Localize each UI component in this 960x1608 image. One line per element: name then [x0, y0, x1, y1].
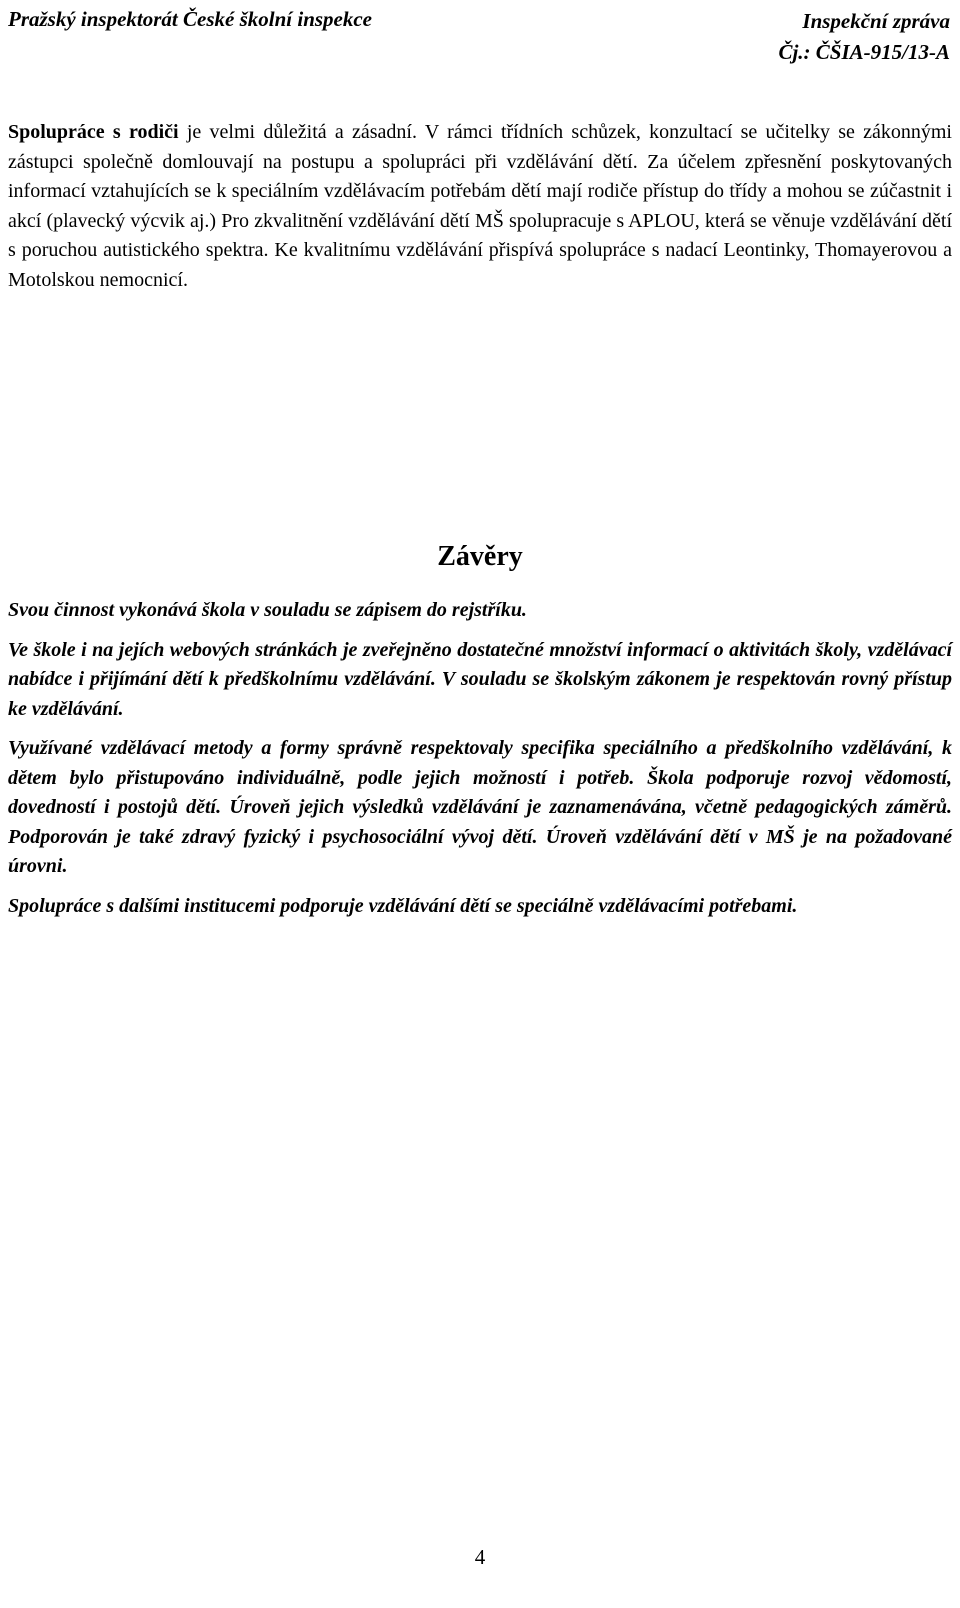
header-inspectorate-name: Pražský inspektorát České školní inspekce: [8, 7, 373, 31]
cooperation-paragraph: [8, 118, 952, 295]
page-number: 4: [474, 1545, 486, 1569]
conclusions-section: [8, 596, 952, 931]
header-report-info: [778, 6, 950, 68]
conclusion-paragraph-3: Využívané vzdělávací metody a formy správně respektovaly specifika speciálního a předškolního vzdělávání, k dětem bylo přistupováno individuálně, podle jejich možností i potřeb. Škola podporuje rozvoj vědomostí, dovedností i postojů dětí. Úroveň jejich výsledků vzdělávání je zaznamenávána, včetně pedagogických záměrů. Podporován je také zdravý fyzický i psychosociální vývoj dětí. Úroveň vzdělávání dětí v MŠ je na požadované úrovni.: [8, 737, 952, 877]
header-report-title: Inspekční zpráva: [802, 9, 950, 33]
conclusions-heading: Závěry: [437, 541, 523, 572]
conclusion-paragraph-1: Svou činnost vykonává škola v souladu se zápisem do rejstříku.: [8, 599, 527, 621]
header-reference-number: Čj.: ČŠIA-915/13-A: [778, 40, 950, 64]
conclusion-paragraph-4: Spolupráce s dalšími institucemi podporuje vzdělávání dětí se speciálně vzdělávacími potřebami.: [8, 894, 798, 917]
cooperation-lead: Spolupráce s rodiči: [8, 121, 179, 143]
cooperation-text: je velmi důležitá a zásadní. V rámci třídních schůzek, konzultací se učitelky se zákonnými zástupci společně domlouvají na postupu a spolupráci při vzdělávání dětí. Za účelem zpřesnění poskytovaných informací vztahujících se k speciálním vzdělávacím potřebám dětí mají rodiče přístup do třídy a mohou se zúčastnit i akcí (plavecký výcvik aj.) Pro zkvalitnění vzdělávání dětí MŠ spolupracuje s APLOU, která se věnuje vzdělávání dětí s poruchou autistického spektra. Ke kvalitnímu vzdělávání přispívá spolupráce s nadací Leontinky, Thomayerovou a Motolskou nemocnicí.: [8, 121, 952, 291]
conclusion-paragraph-2: Ve škole i na jejích webových stránkách je zveřejněno dostatečné množství informací o aktivitách školy, vzdělávací nabídce i přijímání dětí k předškolnímu vzdělávání. V souladu se školským zákonem je respektován rovný přístup ke vzdělávání.: [8, 638, 952, 720]
